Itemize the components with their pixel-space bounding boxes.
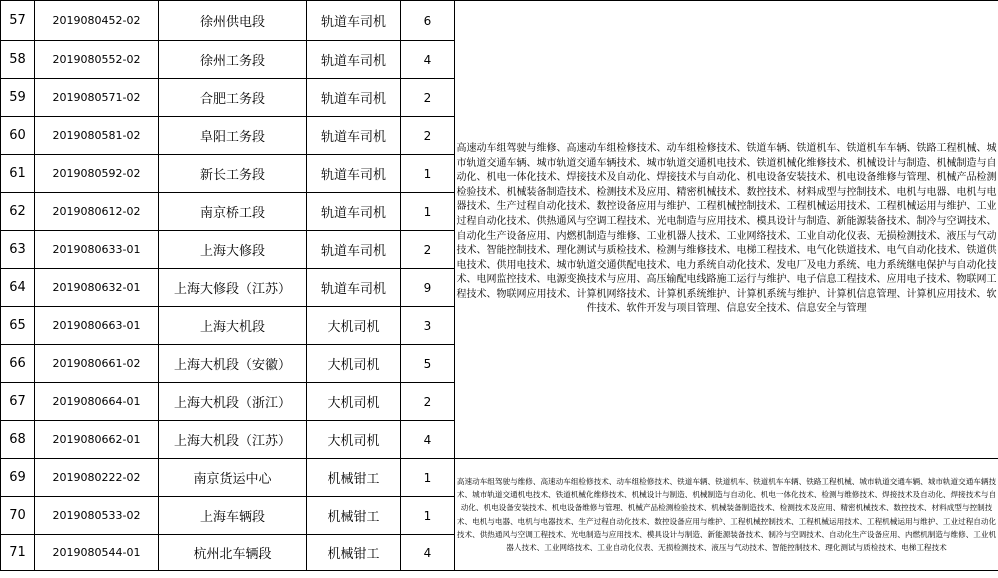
row-number: 68 bbox=[1, 421, 35, 459]
employer-unit: 上海大机段（江苏） bbox=[159, 421, 307, 459]
job-title: 轨道车司机 bbox=[307, 193, 401, 231]
job-title: 轨道车司机 bbox=[307, 79, 401, 117]
job-title: 轨道车司机 bbox=[307, 1, 401, 41]
row-number: 63 bbox=[1, 231, 35, 269]
hire-count: 1 bbox=[401, 497, 455, 535]
row-number: 71 bbox=[1, 535, 35, 571]
row-number: 62 bbox=[1, 193, 35, 231]
job-title: 轨道车司机 bbox=[307, 269, 401, 307]
majors-requirement-1: 高速动车组驾驶与维修、高速动车组检修技术、动车组检修技术、铁道车辆、铁道机车、铁道机车车辆、铁路工程机械、城市轨道交通车辆、城市轨道交通车辆技术、城市轨道交通机电技术、铁道机械化维修技术、机械设计与制造、机械制造与自动化、机电一体化技术、焊接技术及自动化、焊接技术与自动化、机电设备安装技术、机电设备维修与管理、机械产品检测检验技术、机械装备制造技术、检测技术及应用、精密机械技术、数控技术、材料成型与控制技术、电机与电器、电机与电器技术、生产过程自动化技术、数控设备应用与维护、工程机械控制技术、工程机械运用技术、工程机械运用与维护、工业过程自动化技术、供热通风与空调工程技术、光电制造与应用技术、模具设计与制造、新能源装备技术、制冷与空调技术、自动化生产设备应用、内燃机制造与维修、工业机器人技术、工业网络技术、工业自动化仪表、无损检测技术、液压与气动技术、智能控制技术、理化测试与质检技术、检测与维修技术、电梯工程技术、电气化铁道技术、电气自动化技术、铁道供电技术、供用电技术、城市轨道交通供配电技术、电力系统自动化技术、发电厂及电力系统、电力系统继电保护与自动化技术、电网监控技术、电源变换技术与应用、高压输配电线路施工运行与维护、电子信息工程技术、应用电子技术、物联网工程技术、物联网应用技术、计算机网络技术、计算机系统维护、计算机系统与维护、计算机信息管理、计算机应用技术、软件技术、软件开发与项目管理、信息安全技术、信息安全与管理 bbox=[455, 1, 998, 459]
job-code: 2019080664-01 bbox=[35, 383, 159, 421]
employer-unit: 上海大修段 bbox=[159, 231, 307, 269]
row-number: 61 bbox=[1, 155, 35, 193]
job-code: 2019080452-02 bbox=[35, 1, 159, 41]
job-title: 机械钳工 bbox=[307, 535, 401, 571]
hire-count: 2 bbox=[401, 383, 455, 421]
hire-count: 4 bbox=[401, 421, 455, 459]
job-title: 机械钳工 bbox=[307, 497, 401, 535]
hire-count: 9 bbox=[401, 269, 455, 307]
job-title: 大机司机 bbox=[307, 383, 401, 421]
job-title: 轨道车司机 bbox=[307, 41, 401, 79]
row-number: 58 bbox=[1, 41, 35, 79]
employer-unit: 上海大机段（安徽） bbox=[159, 345, 307, 383]
employer-unit: 上海大机段（浙江） bbox=[159, 383, 307, 421]
hire-count: 1 bbox=[401, 459, 455, 497]
job-code: 2019080581-02 bbox=[35, 117, 159, 155]
job-code: 2019080663-01 bbox=[35, 307, 159, 345]
hire-count: 2 bbox=[401, 79, 455, 117]
employer-unit: 徐州供电段 bbox=[159, 1, 307, 41]
hire-count: 5 bbox=[401, 345, 455, 383]
row-number: 70 bbox=[1, 497, 35, 535]
hire-count: 4 bbox=[401, 535, 455, 571]
row-number: 59 bbox=[1, 79, 35, 117]
job-code: 2019080571-02 bbox=[35, 79, 159, 117]
job-title: 轨道车司机 bbox=[307, 117, 401, 155]
row-number: 65 bbox=[1, 307, 35, 345]
hire-count: 6 bbox=[401, 1, 455, 41]
table-row bbox=[1, 459, 998, 497]
employer-unit: 徐州工务段 bbox=[159, 41, 307, 79]
employer-unit: 上海大机段 bbox=[159, 307, 307, 345]
job-code: 2019080633-01 bbox=[35, 231, 159, 269]
job-code: 2019080222-02 bbox=[35, 459, 159, 497]
job-code: 2019080662-01 bbox=[35, 421, 159, 459]
hire-count: 2 bbox=[401, 231, 455, 269]
row-number: 66 bbox=[1, 345, 35, 383]
employer-unit: 南京货运中心 bbox=[159, 459, 307, 497]
employer-unit: 新长工务段 bbox=[159, 155, 307, 193]
hire-count: 2 bbox=[401, 117, 455, 155]
job-code: 2019080661-02 bbox=[35, 345, 159, 383]
hire-count: 3 bbox=[401, 307, 455, 345]
employer-unit: 上海车辆段 bbox=[159, 497, 307, 535]
job-code: 2019080632-01 bbox=[35, 269, 159, 307]
job-code: 2019080533-02 bbox=[35, 497, 159, 535]
hire-count: 1 bbox=[401, 155, 455, 193]
row-number: 60 bbox=[1, 117, 35, 155]
employer-unit: 合肥工务段 bbox=[159, 79, 307, 117]
job-title: 大机司机 bbox=[307, 421, 401, 459]
job-code: 2019080552-02 bbox=[35, 41, 159, 79]
job-code: 2019080544-01 bbox=[35, 535, 159, 571]
row-number: 69 bbox=[1, 459, 35, 497]
employer-unit: 杭州北车辆段 bbox=[159, 535, 307, 571]
row-number: 64 bbox=[1, 269, 35, 307]
hire-count: 4 bbox=[401, 41, 455, 79]
job-title: 轨道车司机 bbox=[307, 155, 401, 193]
job-title: 轨道车司机 bbox=[307, 231, 401, 269]
job-title: 机械钳工 bbox=[307, 459, 401, 497]
table-row bbox=[1, 1, 998, 41]
row-number: 57 bbox=[1, 1, 35, 41]
majors-requirement-2: 高速动车组驾驶与维修、高速动车组检修技术、动车组检修技术、铁道车辆、铁道机车、铁道机车车辆、铁路工程机械、城市轨道交通车辆、城市轨道交通车辆技术、城市轨道交通机电技术、铁道机械化维修技术、机械设计与制造、机械制造与自动化、机电一体化技术、检测与维修技术、焊接技术及自动化、焊接技术与自动化、机电设备安装技术、机电设备维修与管理、机械产品检测检验技术、机械装备制造技术、检测技术及应用、精密机械技术、数控技术、材料成型与控制技术、电机与电器、电机与电器技术、生产过程自动化技术、数控设备应用与维护、工程机械控制技术、工程机械运用技术、工程机械运用与维护、工业过程自动化技术、供热通风与空调工程技术、光电制造与应用技术、模具设计与制造、新能源装备技术、制冷与空调技术、自动化生产设备应用、内燃机制造与维修、工业机器人技术、工业网络技术、工业自动化仪表、无损检测技术、液压与气动技术、智能控制技术、理化测试与质检技术、电梯工程技术 bbox=[455, 459, 998, 571]
employer-unit: 上海大修段（江苏） bbox=[159, 269, 307, 307]
job-title: 大机司机 bbox=[307, 345, 401, 383]
job-title: 大机司机 bbox=[307, 307, 401, 345]
job-code: 2019080592-02 bbox=[35, 155, 159, 193]
hire-count: 1 bbox=[401, 193, 455, 231]
employer-unit: 南京桥工段 bbox=[159, 193, 307, 231]
job-code: 2019080612-02 bbox=[35, 193, 159, 231]
employer-unit: 阜阳工务段 bbox=[159, 117, 307, 155]
row-number: 67 bbox=[1, 383, 35, 421]
